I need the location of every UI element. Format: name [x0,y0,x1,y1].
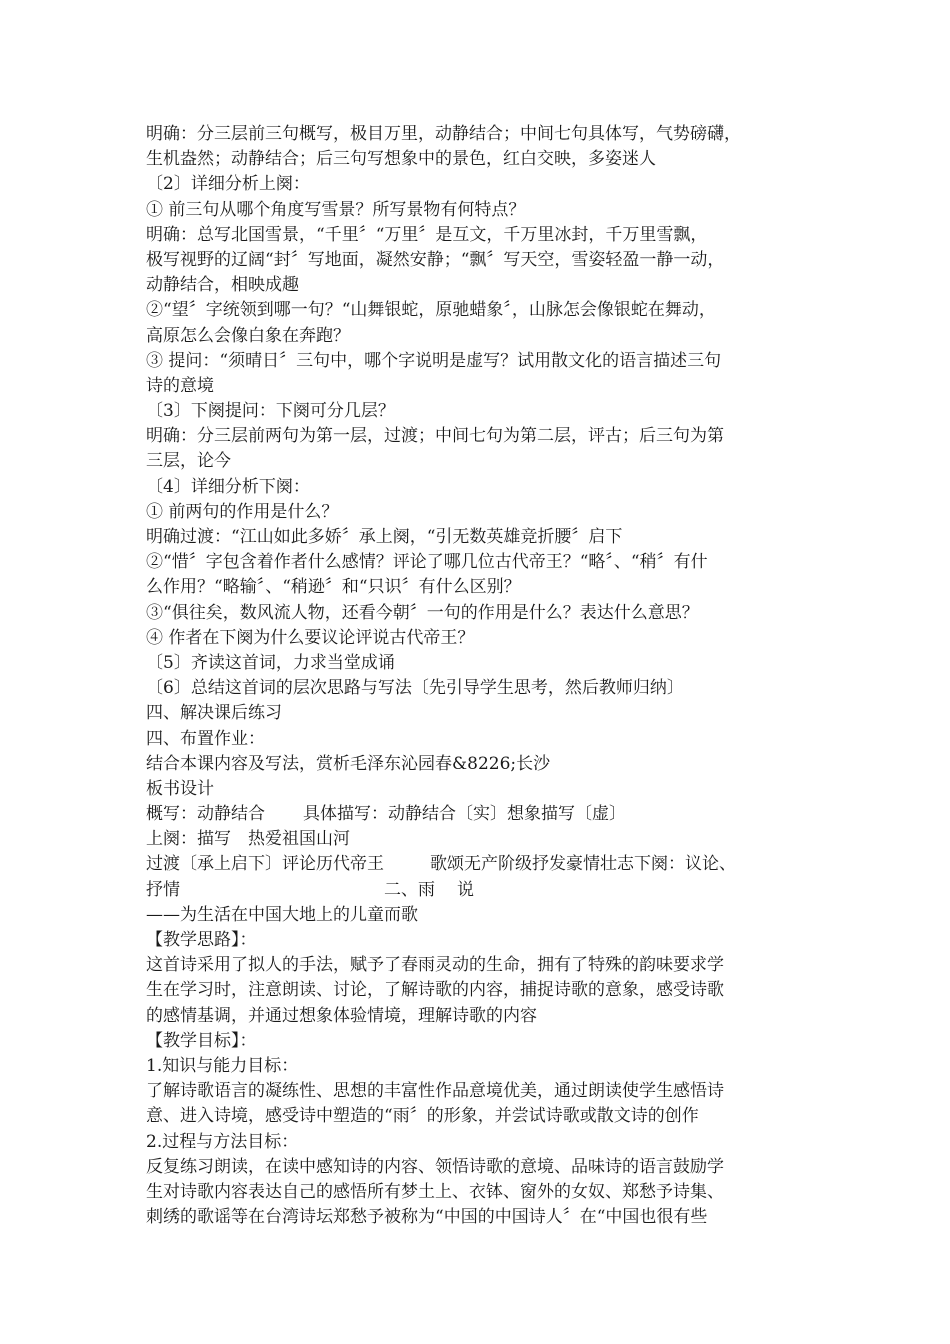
text-line: 明确：分三层前两句为第一层，过渡；中间七句为第二层，评古；后三句为第 [146,426,724,447]
document-page [146,122,816,1230]
question-line: ③“俱往矣，数风流人物，还看今朝〞一句的作用是什么？表达什么意思？ [146,602,699,623]
question-line: ②“望〞字统领到哪一句？“山舞银蛇，原驰蜡象〞，山脉怎会像银蛇在舞动， [146,300,716,321]
question-line: ②“惜〞字包含着作者什么感情？评论了哪几位古代帝王？“略〞、“稍〞有什 [146,552,708,573]
board-design-heading: 板书设计 [146,778,214,799]
board-row [146,827,816,852]
text-line: 明确：分三层前三句概写，极目万里，动静结合；中间七句具体写，气势磅礴， [146,124,741,144]
board-row [146,802,816,827]
lesson-title: 二、雨 [384,879,435,900]
lesson-subtitle: ——为生活在中国大地上的儿童而歌 [146,904,418,925]
question-line: ① 前三句从哪个角度写雪景？所写景物有何特点？ [146,199,526,220]
section-heading: 四、布置作业： [146,728,265,749]
board-cell: 概写：动静结合 [146,804,265,825]
text-line: 三层，论今 [146,451,231,472]
text-line: 诗的意境 [146,375,214,396]
board-cell: 具体描写：动静结合〔实〕想象描写〔虚〕 [303,804,626,825]
section-heading: 四、解决课后练习 [146,703,282,724]
board-cell: 歌颂无产阶级抒发豪情壮志下阕：议论、 [430,854,736,875]
text-line: 了解诗歌语言的凝练性、思想的丰富性作品意境优美，通过朗读使学生感悟诗 [146,1081,724,1102]
text-line: 明确：总写北国雪景，“千里〞“万里〞是互文，千万里冰封，千万里雪飘， [146,224,708,245]
text-line: 动静结合，相映成趣 [146,275,299,296]
question-line: ④ 作者在下阕为什么要议论评说古代帝王？ [146,627,475,648]
section-heading: 1.知识与能力目标： [146,1055,299,1076]
text-line: 反复练习朗读，在读中感知诗的内容、领悟诗歌的意境、品味诗的语言鼓励学 [146,1156,724,1177]
section-heading: 【教学目标】： [146,1030,257,1051]
text-line: 明确过渡：“江山如此多娇〞承上阕，“引无数英雄竞折腰〞启下 [146,527,623,547]
text-line: 意、进入诗境，感受诗中塑造的“雨〞的形象，并尝试诗歌或散文诗的创作 [146,1106,699,1127]
board-cell: 上阕：描写 热爱祖国山河 [146,829,350,850]
board-cell: 过渡〔承上启下〕评论历代帝王 [146,854,384,875]
board-row [146,878,816,903]
section-heading: 〔2〕详细分析上阕： [146,174,310,195]
text-line: 么作用？“略输〞、“稍逊〞和“只识〞有什么区别？ [146,577,521,598]
text-line: 的感情基调，并通过想象体验情境，理解诗歌的内容 [146,1005,537,1026]
lesson-title: 说 [457,879,474,900]
section-heading: 〔5〕齐读这首词，力求当堂成诵 [146,652,395,673]
question-line: ③ 提问：“须晴日〞三句中，哪个字说明是虚写？试用散文化的语言描述三句 [146,350,722,371]
text-line: 生对诗歌内容表达自己的感悟所有梦土上、衣钵、窗外的女奴、郑愁予诗集、 [146,1181,724,1202]
text-line: 生在学习时，注意朗读、讨论，了解诗歌的内容，捕捉诗歌的意象，感受诗歌 [146,980,724,1001]
text-line: 高原怎么会像白象在奔跑？ [146,325,350,346]
section-heading: 【教学思路】： [146,930,257,950]
text-line: 刺绣的歌谣等在台湾诗坛郑愁予被称为“中国的中国诗人〞在“中国也很有些 [146,1207,708,1228]
section-heading: 〔6〕总结这首词的层次思路与写法〔先引导学生思考，然后教师归纳〕 [146,678,684,699]
board-row [146,852,816,877]
text-line: 结合本课内容及写法，赏析毛泽东沁园春&8226;长沙 [146,753,551,774]
text-line: 生机盎然；动静结合；后三句写想象中的景色，红白交映，多姿迷人 [146,149,656,170]
section-heading: 〔3〕下阕提问：下阕可分几层？ [146,401,395,422]
text-line: 这首诗采用了拟人的手法，赋予了春雨灵动的生命，拥有了特殊的韵味要求学 [146,955,724,976]
section-heading: 〔4〕详细分析下阕： [146,476,310,497]
text-line: 极写视野的辽阔“封〞写地面，凝然安静；“飘〞写天空，雪姿轻盈一静一动， [146,249,725,270]
section-heading: 2.过程与方法目标： [146,1131,299,1152]
question-line: ① 前两句的作用是什么？ [146,501,339,522]
board-cell: 抒情 [146,879,180,900]
